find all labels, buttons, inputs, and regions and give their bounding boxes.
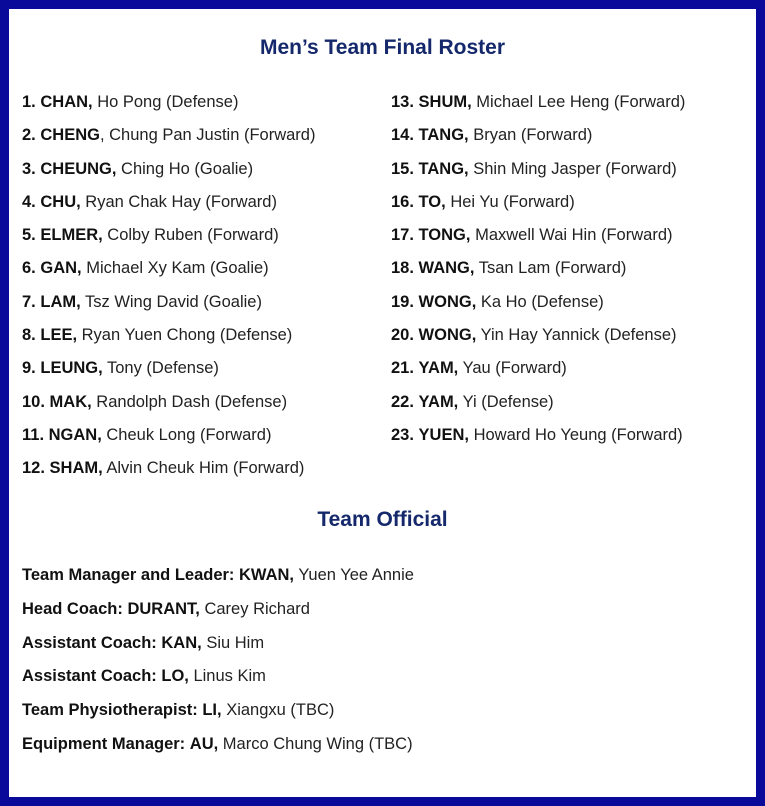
official-given-name: Siu Him: [206, 633, 265, 652]
official-surname: DURANT,: [127, 599, 200, 618]
player-surname: ELMER,: [40, 226, 103, 245]
player-surname: GAN,: [40, 259, 82, 278]
official-role: Team Physiotherapist:: [22, 701, 198, 720]
player-number: 16.: [391, 192, 414, 211]
player-row: [391, 124, 685, 157]
player-number: 19.: [391, 292, 414, 311]
player-surname: LEE,: [40, 326, 78, 345]
player-row: [22, 424, 315, 457]
player-given-name-position: Ryan Chak Hay (Forward): [85, 192, 277, 211]
player-surname: WONG,: [418, 326, 477, 345]
player-given-name-position: Ho Pong (Defense): [97, 93, 239, 111]
player-surname: TONG,: [418, 226, 471, 245]
official-surname: AU,: [189, 734, 219, 753]
player-given-name-position: Shin Ming Jasper (Forward): [473, 159, 677, 178]
player-surname: YUEN,: [418, 425, 469, 444]
player-number: 8.: [22, 326, 36, 345]
player-number: 17.: [391, 226, 414, 245]
player-surname: TANG,: [418, 159, 469, 178]
player-row: [22, 158, 315, 191]
player-number: 14.: [391, 126, 414, 145]
player-surname: LEUNG,: [40, 359, 103, 378]
player-surname: SHUM,: [418, 93, 472, 111]
official-role: Team Manager and Leader:: [22, 566, 235, 584]
player-given-name-position: Yi (Defense): [462, 392, 554, 411]
player-row: [22, 291, 315, 324]
player-surname: NGAN,: [48, 425, 102, 444]
player-number: 9.: [22, 359, 36, 378]
player-row: [22, 457, 315, 490]
player-row: [391, 391, 685, 424]
player-given-name-position: Randolph Dash (Defense): [96, 392, 288, 411]
official-role: Assistant Coach:: [22, 633, 157, 652]
player-surname: WANG,: [418, 259, 475, 278]
official-given-name: Xiangxu (TBC): [226, 701, 335, 720]
official-surname: KWAN,: [239, 566, 295, 584]
player-row: [391, 324, 685, 357]
player-row: [22, 91, 315, 124]
player-row: [22, 257, 315, 290]
player-number: 1.: [22, 93, 36, 111]
player-given-name-position: Tsan Lam (Forward): [478, 259, 627, 278]
player-surname: WONG,: [418, 292, 477, 311]
officials-title: Team Official: [317, 508, 448, 531]
player-row: [391, 357, 685, 390]
official-given-name: Marco Chung Wing (TBC): [222, 734, 413, 753]
roster-column-left: [22, 91, 315, 491]
player-surname: YAM,: [418, 392, 459, 411]
roster-column-right: [391, 91, 685, 457]
officials-list: [22, 564, 414, 767]
official-row: [22, 665, 414, 699]
player-number: 7.: [22, 292, 36, 311]
official-given-name: Yuen Yee Annie: [298, 566, 414, 584]
player-number: 5.: [22, 226, 36, 245]
player-number: 11.: [22, 425, 45, 444]
player-number: 12.: [22, 459, 45, 478]
player-row: [391, 191, 685, 224]
player-given-name-position: Michael Lee Heng (Forward): [476, 93, 686, 111]
player-surname: SHAM,: [49, 459, 103, 478]
official-surname: KAN,: [161, 633, 202, 652]
player-surname: YAM,: [418, 359, 459, 378]
player-row: [391, 91, 685, 124]
player-number: 6.: [22, 259, 36, 278]
roster-title: Men’s Team Final Roster: [259, 36, 506, 59]
player-given-name-position: Ryan Yuen Chong (Defense): [81, 326, 293, 345]
player-surname: TANG,: [418, 126, 469, 145]
player-given-name-position: Maxwell Wai Hin (Forward): [475, 226, 673, 245]
player-surname: CHU,: [40, 192, 81, 211]
official-row: [22, 699, 414, 733]
official-role: Head Coach:: [22, 599, 123, 618]
player-given-name-position: Michael Xy Kam (Goalie): [86, 259, 269, 278]
official-surname: LI,: [202, 701, 222, 720]
player-number: 10.: [22, 392, 45, 411]
official-surname: LO,: [161, 667, 189, 686]
player-row: [391, 424, 685, 457]
player-row: [22, 224, 315, 257]
player-given-name-position: Yau (Forward): [462, 359, 567, 378]
player-surname: CHEUNG,: [40, 159, 117, 178]
official-row: [22, 632, 414, 666]
official-role: Assistant Coach:: [22, 667, 157, 686]
player-number: 4.: [22, 192, 36, 211]
player-number: 21.: [391, 359, 414, 378]
player-given-name-position: Howard Ho Yeung (Forward): [473, 425, 683, 444]
player-row: [22, 391, 315, 424]
player-given-name-position: , Chung Pan Justin (Forward): [99, 126, 316, 145]
official-row: [22, 733, 414, 767]
player-row: [391, 158, 685, 191]
player-given-name-position: Yin Hay Yannick (Defense): [480, 326, 677, 345]
player-row: [391, 224, 685, 257]
player-number: 13.: [391, 93, 414, 111]
player-number: 3.: [22, 159, 36, 178]
official-given-name: Linus Kim: [193, 667, 266, 686]
player-number: 23.: [391, 425, 414, 444]
player-number: 20.: [391, 326, 414, 345]
player-given-name-position: Colby Ruben (Forward): [107, 226, 279, 245]
player-number: 15.: [391, 159, 414, 178]
player-number: 18.: [391, 259, 414, 278]
player-number: 22.: [391, 392, 414, 411]
player-given-name-position: Alvin Cheuk Him (Forward): [106, 459, 305, 478]
player-number: 2.: [22, 126, 36, 145]
player-row: [22, 324, 315, 357]
player-given-name-position: Bryan (Forward): [473, 126, 593, 145]
official-role: Equipment Manager:: [22, 734, 186, 753]
player-given-name-position: Hei Yu (Forward): [450, 192, 575, 211]
player-surname: CHENG: [40, 126, 100, 145]
player-surname: CHAN,: [40, 93, 93, 111]
player-given-name-position: Cheuk Long (Forward): [106, 425, 272, 444]
player-given-name-position: Ching Ho (Goalie): [121, 159, 254, 178]
player-surname: MAK,: [49, 392, 92, 411]
player-given-name-position: Tony (Defense): [107, 359, 219, 378]
player-row: [22, 191, 315, 224]
player-given-name-position: Tsz Wing David (Goalie): [84, 292, 262, 311]
player-surname: LAM,: [40, 292, 81, 311]
player-row: [22, 124, 315, 157]
player-row: [391, 291, 685, 324]
player-row: [22, 357, 315, 390]
player-given-name-position: Ka Ho (Defense): [480, 292, 604, 311]
player-row: [391, 257, 685, 290]
player-surname: TO,: [418, 192, 446, 211]
official-given-name: Carey Richard: [204, 599, 310, 618]
official-row: [22, 564, 414, 598]
official-row: [22, 598, 414, 632]
